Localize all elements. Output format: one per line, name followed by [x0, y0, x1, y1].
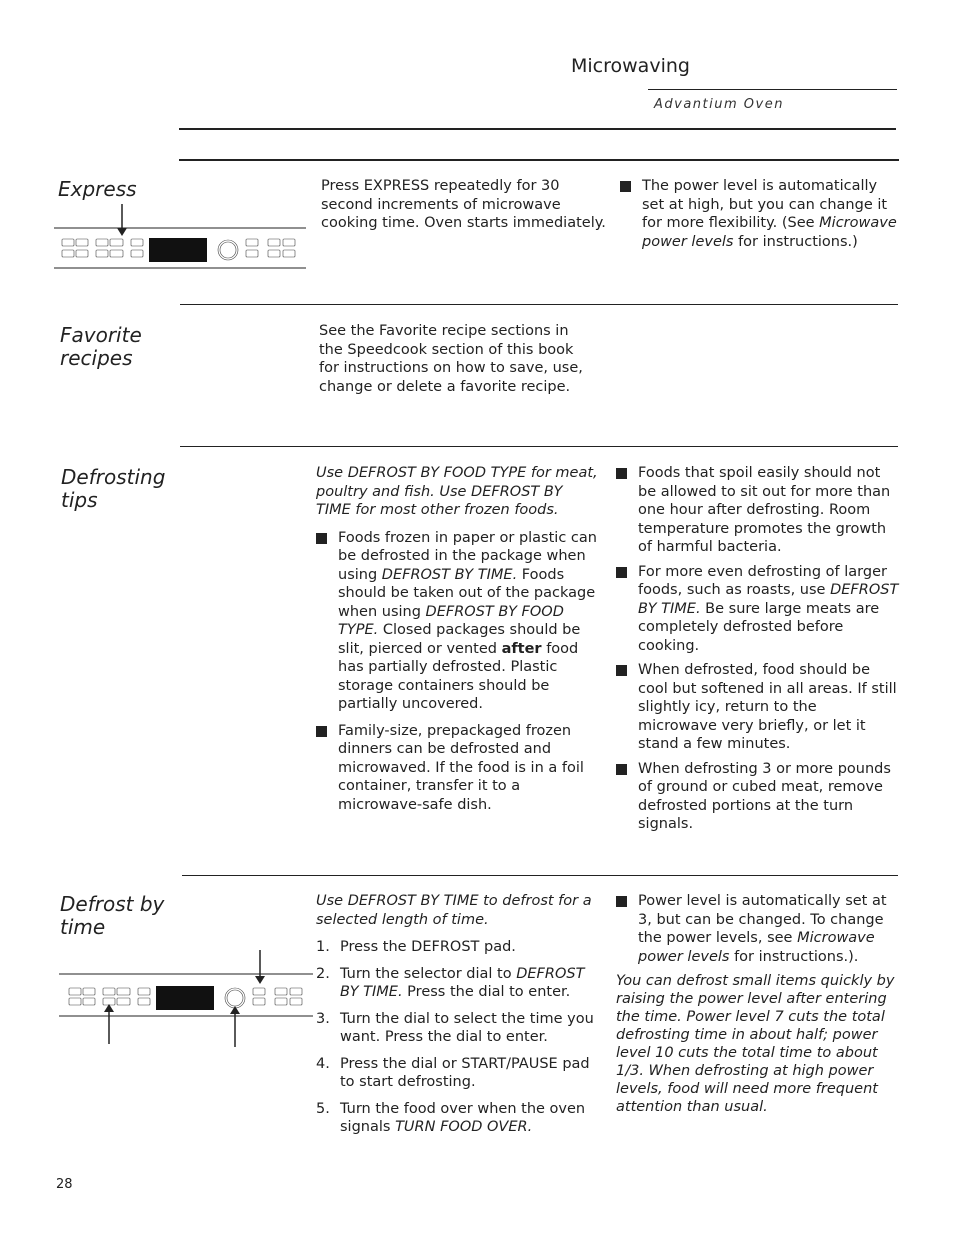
- step-number: 3.: [316, 1010, 330, 1027]
- step-text: Turn the food over when the oven signals: [340, 1100, 586, 1135]
- defrost-tips-title-line2: tips: [61, 488, 98, 512]
- defrost-time-notes: [616, 892, 899, 1116]
- favorite-text: See the Favorite recipe sections in the Speedcook section of this book for instructions on how to save, use, change or delete a favorite recipe.: [319, 323, 583, 395]
- text-span: Closed packages should be slit, pierced or vented: [338, 622, 581, 657]
- step-item: [316, 965, 601, 1002]
- text-span: food has partially defrosted. Plastic storage containers should be partially uncovered.: [338, 640, 579, 712]
- header-rule-short: [648, 89, 897, 90]
- text-span: Foods frozen in paper or plastic can be defrosted in the package when using: [338, 529, 597, 583]
- step-text: Press the DEFROST pad.: [340, 939, 516, 955]
- control-panel-express: [54, 204, 308, 271]
- section-divider-2: [180, 446, 898, 447]
- defrost-tips-bullet: [316, 529, 601, 714]
- defrost-time-title-line2: time: [60, 915, 106, 939]
- express-note-text-a: The power level is automatically set at high, but you can change it for more flexibility. (See: [642, 178, 888, 231]
- page-section-title: Microwaving: [571, 55, 690, 77]
- step-text: Turn the dial to select the time you want. Press the dial to enter.: [340, 1010, 594, 1045]
- text-span: after: [501, 640, 542, 657]
- defrost-time-title: [60, 893, 164, 939]
- defrost-time-note: [616, 892, 899, 966]
- defrost-time-intro: Use DEFROST BY TIME to defrost for a selected length of time.: [316, 893, 592, 928]
- defrost-tips-left: [316, 464, 601, 820]
- favorite-title-line1: Favorite: [60, 323, 142, 347]
- text-span: for instructions.).: [729, 948, 859, 965]
- step-item: [316, 1100, 601, 1137]
- express-note: [620, 177, 898, 257]
- steps-list: [316, 938, 601, 1137]
- step-number: 2.: [316, 965, 330, 982]
- defrost-tips-intro: Use DEFROST BY FOOD TYPE for meat, poultry and fish. Use DEFROST BY TIME for most other frozen foods.: [316, 465, 598, 518]
- favorite-title-line2: recipes: [60, 346, 133, 370]
- defrost-tips-bullet: [616, 563, 899, 656]
- defrost-tips-bullet: When defrosted, food should be cool but softened in all areas. If still slightly icy, return to the microwave very briefly, or let it stand a few minutes.: [616, 661, 899, 754]
- express-title: Express: [58, 177, 137, 201]
- defrost-tips-bullet: When defrosting 3 or more pounds of ground or cubed meat, remove defrosted portions at the turn signals.: [616, 760, 899, 834]
- step-text: Press the dial or START/PAUSE pad to start defrosting.: [340, 1055, 590, 1090]
- defrost-time-tip: You can defrost small items quickly by raising the power level after entering the time. Power level 7 cuts the total defrosting time in about half; power level 10 cuts the total time to about 1/3. When defrosting at high power levels, food will need more frequent attention than usual.: [616, 973, 895, 1115]
- page-number: 28: [56, 1177, 73, 1192]
- header-rule-2: [179, 159, 899, 161]
- text-span: Microwave power levels: [638, 930, 875, 965]
- favorite-title: [60, 324, 142, 370]
- text-span: Foods should be taken out of the package when using: [338, 566, 596, 620]
- step-item: [316, 1010, 601, 1047]
- page-subtitle: Advantium Oven: [654, 97, 784, 112]
- text-span: DEFROST BY TIME.: [381, 566, 518, 583]
- text-span: Be sure large meats are completely defrosted before cooking.: [638, 600, 880, 654]
- step-number: 1.: [316, 939, 330, 955]
- step-item: [316, 1055, 601, 1092]
- express-note-text-b: for instructions.): [733, 233, 858, 250]
- step-number: 5.: [316, 1100, 330, 1117]
- text-span: For more even defrosting of larger foods, such as roasts, use: [638, 563, 887, 598]
- text-span: DEFROST BY FOOD TYPE.: [338, 603, 564, 638]
- step-text: Press the dial to enter.: [402, 984, 571, 1000]
- defrost-tips-right: [616, 464, 899, 840]
- control-panel-defrost: [59, 950, 315, 1050]
- step-text: DEFROST BY TIME.: [340, 965, 585, 1000]
- defrost-tips-bullet: Foods that spoil easily should not be allowed to sit out for more than one hour after defrosting. Room temperature promotes the growth of harmful bacteria.: [616, 464, 899, 557]
- express-instructions: Press EXPRESS repeatedly for 30 second increments of microwave cooking time. Oven starts immediately.: [321, 178, 606, 231]
- text-span: DEFROST BY TIME.: [638, 582, 899, 617]
- defrost-tips-title: [61, 466, 165, 512]
- express-note-link: Microwave power levels: [642, 215, 897, 250]
- defrost-tips-title-line1: Defrosting: [61, 465, 166, 489]
- step-text: TURN FOOD OVER.: [395, 1119, 533, 1135]
- defrost-time-steps: [316, 892, 601, 1145]
- section-divider-3: [182, 875, 898, 876]
- text-span: Power level is automatically set at 3, but can be changed. To change the power levels, see: [638, 893, 887, 946]
- step-number: 4.: [316, 1055, 330, 1072]
- step-text: Turn the selector dial to: [340, 965, 517, 982]
- section-divider-1: [180, 304, 898, 305]
- defrost-time-title-line1: Defrost by: [60, 892, 165, 916]
- step-item: [316, 938, 601, 957]
- header-rule-1: [179, 128, 896, 130]
- defrost-tips-bullet: Family-size, prepackaged frozen dinners can be defrosted and microwaved. If the food is in a foil container, transfer it to a microwave-safe dish.: [316, 722, 601, 815]
